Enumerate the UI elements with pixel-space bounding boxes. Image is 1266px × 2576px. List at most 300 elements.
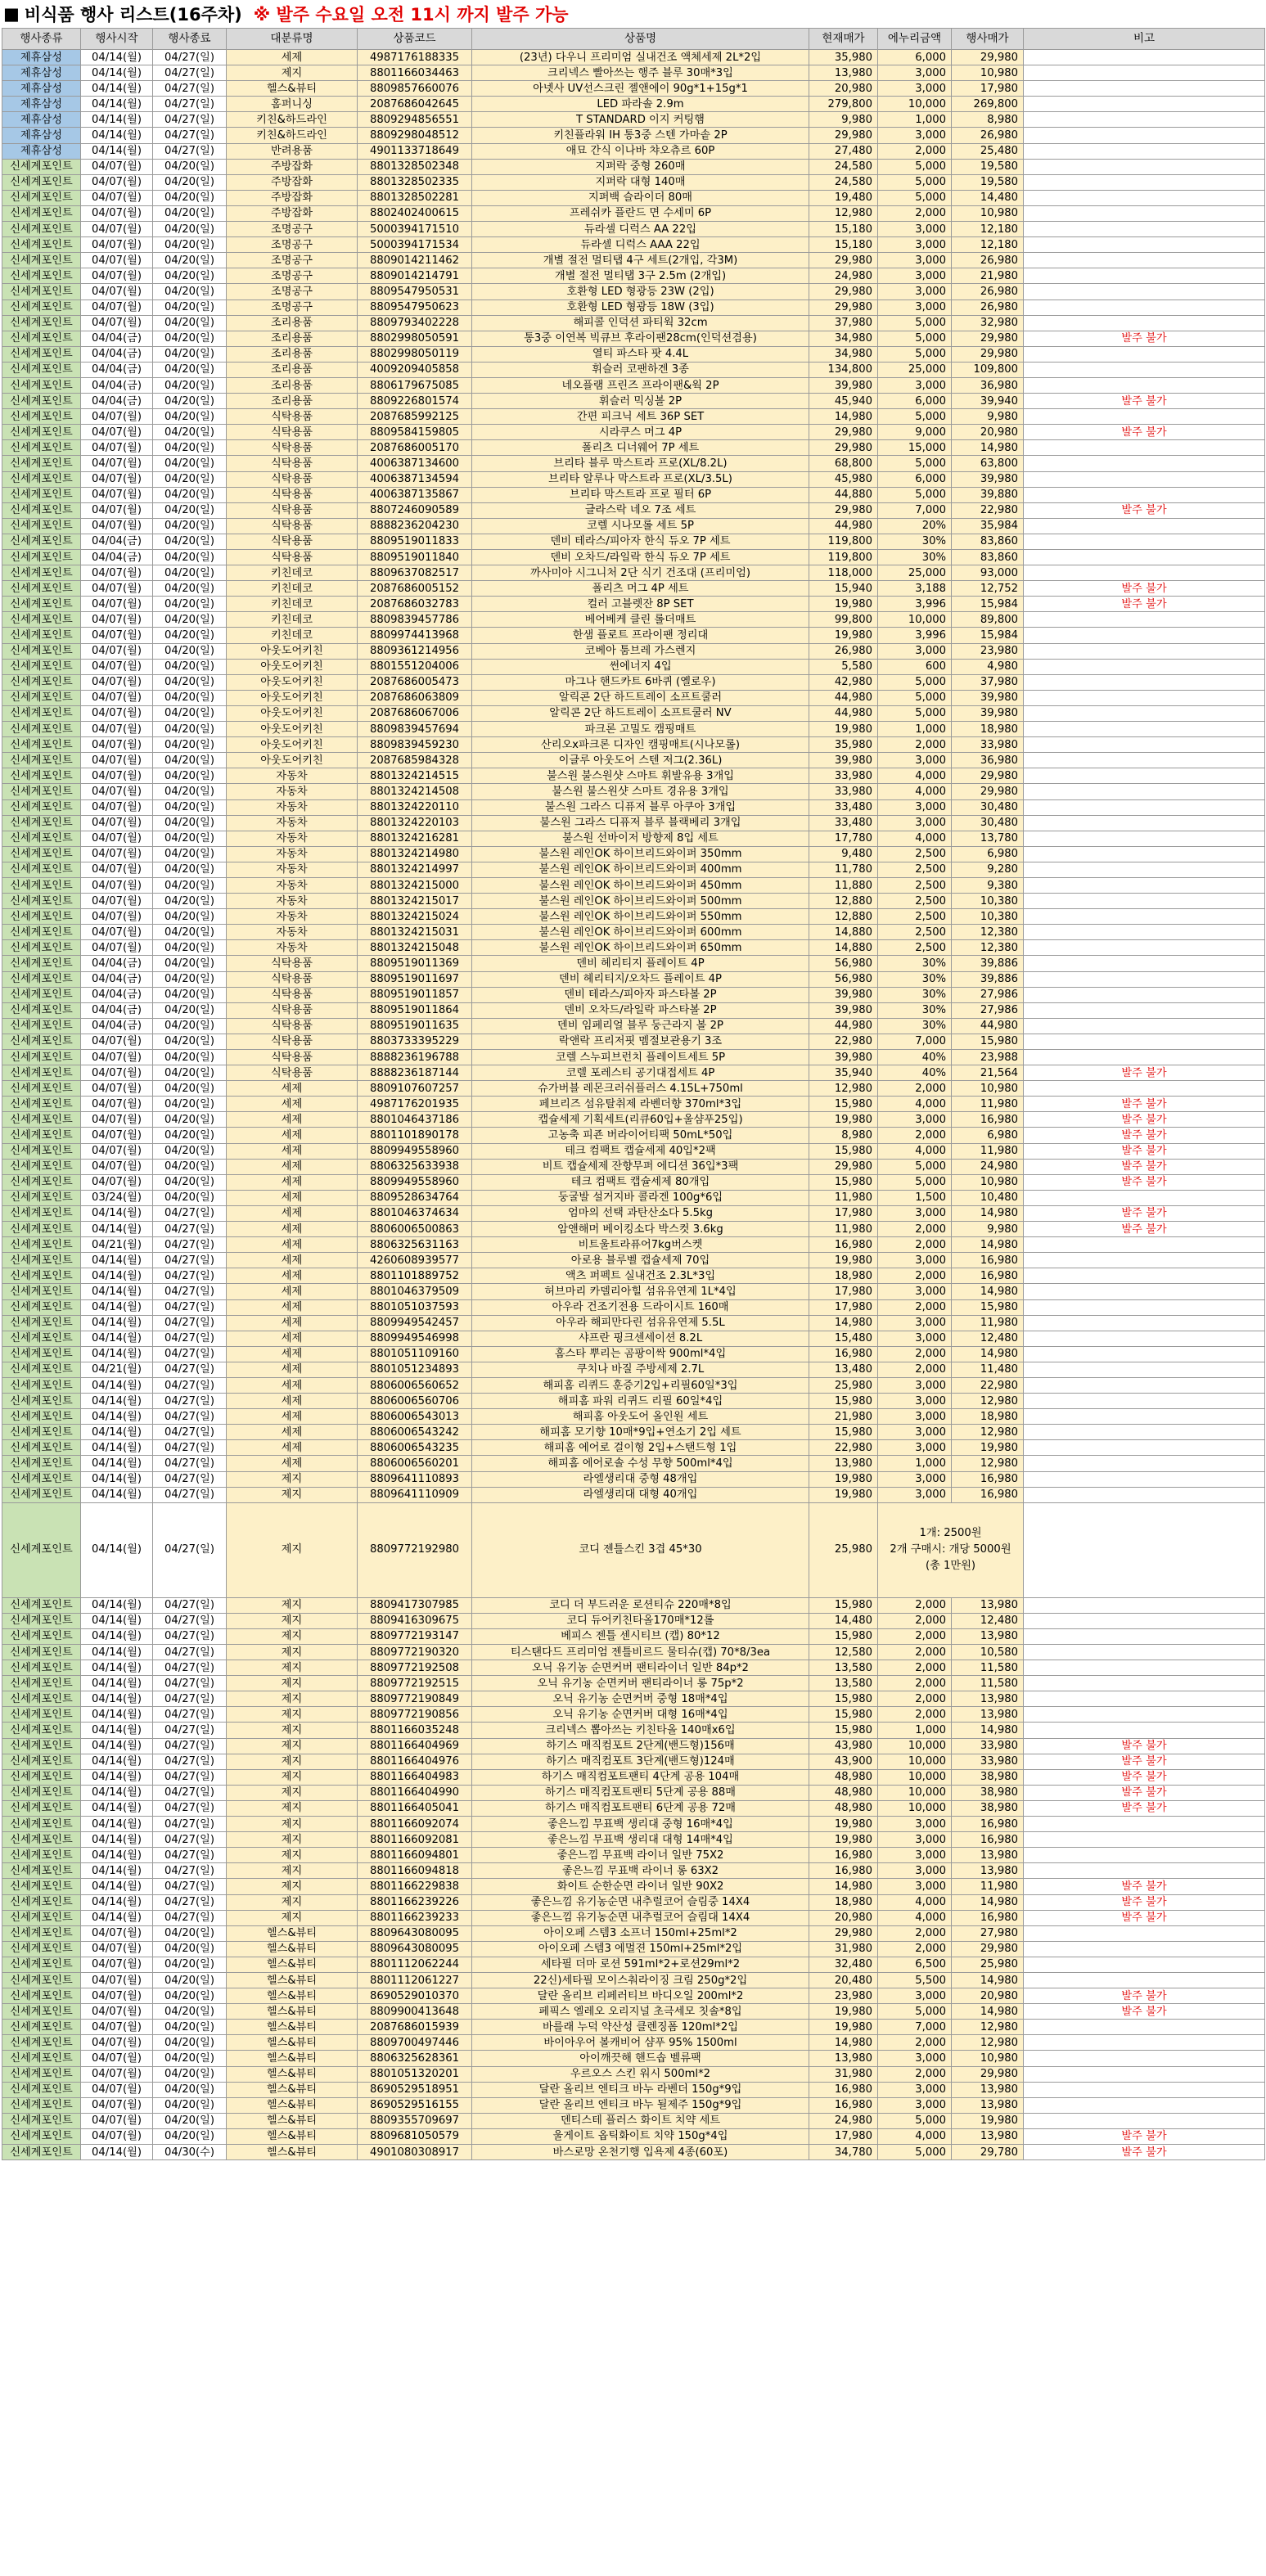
cell-current-price: 29,980 xyxy=(809,1159,878,1174)
cell-product-code: 2087685992125 xyxy=(358,409,472,425)
cell-sale-price: 16,980 xyxy=(952,1471,1024,1487)
cell-category: 헬스&뷰티 xyxy=(227,2113,358,2128)
table-row xyxy=(2,1660,1265,1676)
cell-current-price: 15,980 xyxy=(809,1723,878,1738)
cell-promo-type: 신세계포인트 xyxy=(2,440,81,456)
cell-category: 아웃도어키친 xyxy=(227,753,358,768)
cell-discount: 5,000 xyxy=(878,190,952,205)
table-row xyxy=(2,409,1265,425)
cell-product-code: 8806006560201 xyxy=(358,1456,472,1471)
cell-end-date: 04/27(일) xyxy=(153,1613,227,1628)
cell-sale-price: 29,980 xyxy=(952,2066,1024,2082)
cell-sale-price: 12,180 xyxy=(952,222,1024,237)
cell-product-name: 오닉 유기농 순면커버 팬티라이너 일반 84p*2 xyxy=(472,1660,809,1676)
table-row xyxy=(2,502,1265,518)
cell-promo-type: 신세계포인트 xyxy=(2,1128,81,1143)
cell-sale-price: 29,980 xyxy=(952,346,1024,362)
cell-note: 발주 불가 xyxy=(1024,1112,1265,1128)
cell-note xyxy=(1024,1346,1265,1362)
cell-discount: 5,000 xyxy=(878,690,952,705)
cell-discount: 5,000 xyxy=(878,1159,952,1174)
cell-promo-type: 신세계포인트 xyxy=(2,1471,81,1487)
cell-discount: 3,000 xyxy=(878,81,952,97)
cell-category: 세제 xyxy=(227,1174,358,1190)
cell-discount: 5,000 xyxy=(878,159,952,174)
cell-note xyxy=(1024,1487,1265,1502)
cell-start-date: 04/07(월) xyxy=(81,1097,153,1112)
cell-start-date: 04/07(월) xyxy=(81,815,153,831)
cell-current-price: 16,980 xyxy=(809,1237,878,1253)
cell-discount: 5,000 xyxy=(878,456,952,471)
cell-start-date: 04/14(월) xyxy=(81,1785,153,1800)
cell-promo-type: 신세계포인트 xyxy=(2,425,81,440)
cell-product-code: 8690529518951 xyxy=(358,2082,472,2097)
cell-product-name: 슈가버블 레몬크러쉬플러스 4.15L+750ml xyxy=(472,1081,809,1097)
cell-promo-type: 신세계포인트 xyxy=(2,1613,81,1628)
cell-promo-type: 신세계포인트 xyxy=(2,1988,81,2004)
cell-discount: 4,000 xyxy=(878,831,952,846)
cell-start-date: 04/14(월) xyxy=(81,1754,153,1769)
cell-sale-price: 21,564 xyxy=(952,1065,1024,1081)
cell-end-date: 04/27(일) xyxy=(153,143,227,159)
cell-category: 아웃도어키친 xyxy=(227,674,358,690)
table-row xyxy=(2,2082,1265,2097)
table-row xyxy=(2,550,1265,565)
cell-promo-type: 신세계포인트 xyxy=(2,831,81,846)
cell-sale-price: 16,980 xyxy=(952,1253,1024,1268)
cell-category: 헬스&뷰티 xyxy=(227,2020,358,2035)
table-row xyxy=(2,2004,1265,2020)
cell-promo-type: 신세계포인트 xyxy=(2,299,81,315)
cell-current-price: 11,780 xyxy=(809,862,878,877)
cell-start-date: 04/14(월) xyxy=(81,1800,153,1816)
cell-category: 제지 xyxy=(227,65,358,81)
cell-product-name: 코디 듀어키친타올170매*12롤 xyxy=(472,1613,809,1628)
table-row xyxy=(2,1143,1265,1159)
cell-product-code: 8801324214980 xyxy=(358,846,472,862)
cell-current-price: 15,940 xyxy=(809,581,878,597)
cell-product-name: 듀라셀 디럭스 AA 22입 xyxy=(472,222,809,237)
cell-note xyxy=(1024,1645,1265,1660)
cell-current-price: 45,940 xyxy=(809,394,878,409)
cell-product-code: 5000394171510 xyxy=(358,222,472,237)
cell-current-price: 29,980 xyxy=(809,299,878,315)
cell-promo-type: 신세계포인트 xyxy=(2,628,81,643)
table-row xyxy=(2,1346,1265,1362)
cell-promo-type: 신세계포인트 xyxy=(2,1050,81,1065)
col-header-name: 상품명 xyxy=(472,29,809,50)
cell-current-price: 24,980 xyxy=(809,268,878,284)
cell-category: 세제 xyxy=(227,1268,358,1284)
cell-product-code: 8809547950623 xyxy=(358,299,472,315)
cell-current-price: 14,980 xyxy=(809,1879,878,1894)
cell-category: 조명공구 xyxy=(227,268,358,284)
cell-product-name: 브리타 막스트라 프로 필터 6P xyxy=(472,487,809,502)
table-row xyxy=(2,1440,1265,1456)
cell-current-price: 19,980 xyxy=(809,2020,878,2035)
cell-discount: 2,500 xyxy=(878,877,952,893)
table-row xyxy=(2,2066,1265,2082)
cell-product-code: 8801046379509 xyxy=(358,1284,472,1299)
cell-start-date: 04/07(월) xyxy=(81,1988,153,2004)
cell-end-date: 04/20(일) xyxy=(153,268,227,284)
cell-product-name: 덴비 임페리얼 블루 둥근라지 볼 2P xyxy=(472,1018,809,1034)
cell-product-name: 아이오페 스템3 소프너 150ml+25ml*2 xyxy=(472,1925,809,1941)
cell-category: 세제 xyxy=(227,1284,358,1299)
cell-product-name: 덴비 오차드/라일락 한식 듀오 7P 세트 xyxy=(472,550,809,565)
cell-category: 헬스&뷰티 xyxy=(227,2066,358,2082)
cell-product-name: 불스원 레인OK 하이브리드와이퍼 400mm xyxy=(472,862,809,877)
cell-note xyxy=(1024,159,1265,174)
table-row xyxy=(2,722,1265,737)
cell-category: 홈퍼니싱 xyxy=(227,97,358,112)
cell-product-code: 8809294856551 xyxy=(358,112,472,128)
table-row xyxy=(2,487,1265,502)
cell-sale-price: 63,800 xyxy=(952,456,1024,471)
cell-start-date: 04/07(월) xyxy=(81,581,153,597)
cell-category: 헬스&뷰티 xyxy=(227,1941,358,1957)
cell-current-price: 20,480 xyxy=(809,1972,878,1988)
cell-product-name: 쿠치나 바질 주방세제 2.7L xyxy=(472,1362,809,1377)
table-row xyxy=(2,1034,1265,1049)
table-row xyxy=(2,581,1265,597)
cell-start-date: 04/07(월) xyxy=(81,2128,153,2144)
cell-end-date: 04/20(일) xyxy=(153,877,227,893)
cell-discount: 1개: 2500원 2개 구매시: 개당 5000원 (총 1만원) xyxy=(878,1502,1024,1597)
cell-current-price: 39,980 xyxy=(809,753,878,768)
cell-promo-type: 신세계포인트 xyxy=(2,2066,81,2082)
cell-current-price: 44,980 xyxy=(809,705,878,721)
cell-end-date: 04/20(일) xyxy=(153,674,227,690)
cell-note xyxy=(1024,1723,1265,1738)
cell-end-date: 04/20(일) xyxy=(153,2004,227,2020)
cell-end-date: 04/20(일) xyxy=(153,581,227,597)
cell-end-date: 04/20(일) xyxy=(153,518,227,534)
cell-current-price: 16,980 xyxy=(809,2082,878,2097)
cell-current-price: 29,980 xyxy=(809,425,878,440)
table-row xyxy=(2,1597,1265,1613)
cell-start-date: 04/14(월) xyxy=(81,143,153,159)
table-row xyxy=(2,1205,1265,1221)
title-bar xyxy=(0,0,1266,28)
cell-product-name: 개별 절전 멀티탭 3구 2.5m (2개입) xyxy=(472,268,809,284)
cell-product-name: 불스원 불스원샷 스마트 휘발유용 3개입 xyxy=(472,768,809,784)
cell-category: 세제 xyxy=(227,1331,358,1346)
cell-sale-price: 83,860 xyxy=(952,534,1024,549)
cell-sale-price: 13,980 xyxy=(952,2128,1024,2144)
cell-note xyxy=(1024,1081,1265,1097)
cell-start-date: 04/07(월) xyxy=(81,284,153,299)
cell-sale-price: 11,980 xyxy=(952,1315,1024,1331)
cell-sale-price: 14,980 xyxy=(952,1346,1024,1362)
cell-product-name: 하기스 매직컴포트 2단계(밴드형)156매 xyxy=(472,1738,809,1754)
cell-start-date: 04/14(월) xyxy=(81,81,153,97)
cell-product-name: 크리넥스 빨아쓰는 행주 블루 30매*3입 xyxy=(472,65,809,81)
cell-end-date: 04/27(일) xyxy=(153,1691,227,1707)
cell-sale-price: 109,800 xyxy=(952,362,1024,377)
table-row xyxy=(2,1253,1265,1268)
cell-category: 제지 xyxy=(227,1502,358,1597)
cell-note xyxy=(1024,2097,1265,2113)
cell-product-name: 불스원 레인OK 하이브리드와이퍼 350mm xyxy=(472,846,809,862)
cell-start-date: 04/07(월) xyxy=(81,799,153,815)
cell-product-name: 비트울트라퓨어7kg버스켓 xyxy=(472,1237,809,1253)
cell-category: 조명공구 xyxy=(227,237,358,253)
cell-current-price: 24,980 xyxy=(809,2113,878,2128)
cell-sale-price: 22,980 xyxy=(952,502,1024,518)
cell-product-code: 8806006543242 xyxy=(358,1425,472,1440)
cell-end-date: 04/27(일) xyxy=(153,1440,227,1456)
cell-promo-type: 제휴삼성 xyxy=(2,143,81,159)
cell-discount: 3,000 xyxy=(878,1253,952,1268)
cell-end-date: 04/27(일) xyxy=(153,1299,227,1315)
cell-note xyxy=(1024,1848,1265,1863)
cell-current-price: 44,980 xyxy=(809,518,878,534)
cell-product-name: 좋은느낌 유기농순면 내추럴코어 슬림대 14X4 xyxy=(472,1910,809,1925)
cell-product-code: 2087685984328 xyxy=(358,753,472,768)
cell-sale-price: 13,980 xyxy=(952,1691,1024,1707)
cell-sale-price: 19,580 xyxy=(952,159,1024,174)
cell-product-code: 8806006500863 xyxy=(358,1222,472,1237)
cell-category: 제지 xyxy=(227,1723,358,1738)
cell-end-date: 04/20(일) xyxy=(153,1128,227,1143)
cell-discount: 2,000 xyxy=(878,1660,952,1676)
cell-discount: 2,000 xyxy=(878,1081,952,1097)
cell-discount: 10,000 xyxy=(878,97,952,112)
cell-note: 발주 불가 xyxy=(1024,1988,1265,2004)
cell-start-date: 04/07(월) xyxy=(81,315,153,331)
cell-discount: 3,000 xyxy=(878,1879,952,1894)
cell-note: 발주 불가 xyxy=(1024,1894,1265,1910)
cell-end-date: 04/27(일) xyxy=(153,1769,227,1785)
cell-product-name: 컬러 고블렛잔 8P SET xyxy=(472,597,809,612)
cell-note xyxy=(1024,722,1265,737)
cell-start-date: 04/07(월) xyxy=(81,2035,153,2051)
cell-promo-type: 신세계포인트 xyxy=(2,987,81,1002)
cell-category: 자동차 xyxy=(227,768,358,784)
cell-product-code: 8809772193147 xyxy=(358,1628,472,1644)
cell-product-code: 4006387134600 xyxy=(358,456,472,471)
cell-category: 헬스&뷰티 xyxy=(227,2128,358,2144)
cell-product-code: 2087686067006 xyxy=(358,705,472,721)
cell-end-date: 04/27(일) xyxy=(153,81,227,97)
table-row xyxy=(2,925,1265,940)
cell-category: 식탁용품 xyxy=(227,518,358,534)
cell-current-price: 33,980 xyxy=(809,784,878,799)
cell-start-date: 04/14(월) xyxy=(81,1205,153,1221)
cell-end-date: 04/27(일) xyxy=(153,1409,227,1425)
cell-current-price: 17,780 xyxy=(809,831,878,846)
cell-end-date: 04/20(일) xyxy=(153,425,227,440)
cell-category: 키친데코 xyxy=(227,628,358,643)
cell-product-name: 해피홈 에어로 걸이형 2입+스탠드형 1입 xyxy=(472,1440,809,1456)
cell-sale-price: 29,980 xyxy=(952,50,1024,65)
cell-category: 식탁용품 xyxy=(227,987,358,1002)
cell-product-name: 간편 피크닉 세트 36P SET xyxy=(472,409,809,425)
cell-discount: 2,000 xyxy=(878,1628,952,1644)
cell-discount: 2,000 xyxy=(878,1128,952,1143)
cell-promo-type: 신세계포인트 xyxy=(2,1268,81,1284)
cell-category: 키친&하드라인 xyxy=(227,112,358,128)
cell-product-code: 8809857660076 xyxy=(358,81,472,97)
cell-product-name: 좋은느낌 무표백 생리대 중형 16매*4입 xyxy=(472,1817,809,1832)
cell-promo-type: 신세계포인트 xyxy=(2,877,81,893)
cell-start-date: 04/07(월) xyxy=(81,565,153,581)
table-row xyxy=(2,956,1265,971)
cell-note: 발주 불가 xyxy=(1024,1128,1265,1143)
table-row xyxy=(2,97,1265,112)
cell-product-name: 하기스 매직컴포트 3단계(밴드형)124매 xyxy=(472,1754,809,1769)
table-row xyxy=(2,1691,1265,1707)
cell-start-date: 04/07(월) xyxy=(81,205,153,221)
cell-note: 발주 불가 xyxy=(1024,1097,1265,1112)
cell-product-name: 덴비 헤리티지/오차드 플레이트 4P xyxy=(472,971,809,987)
cell-category: 세제 xyxy=(227,1346,358,1362)
table-row xyxy=(2,1988,1265,2004)
cell-current-price: 19,980 xyxy=(809,1112,878,1128)
cell-product-name: 폴리츠 디너웨어 7P 세트 xyxy=(472,440,809,456)
table-row xyxy=(2,456,1265,471)
cell-current-price: 12,580 xyxy=(809,1645,878,1660)
table-row xyxy=(2,518,1265,534)
cell-category: 자동차 xyxy=(227,909,358,925)
cell-start-date: 04/04(금) xyxy=(81,394,153,409)
cell-current-price: 12,880 xyxy=(809,909,878,925)
cell-category: 조리용품 xyxy=(227,394,358,409)
cell-note xyxy=(1024,97,1265,112)
cell-product-name: 좋은느낌 무표백 라이너 롱 63X2 xyxy=(472,1863,809,1879)
cell-discount: 3,000 xyxy=(878,799,952,815)
cell-product-code: 8888236187144 xyxy=(358,1065,472,1081)
cell-current-price: 32,480 xyxy=(809,1957,878,1972)
cell-end-date: 04/30(수) xyxy=(153,2145,227,2160)
cell-note xyxy=(1024,1707,1265,1723)
cell-promo-type: 신세계포인트 xyxy=(2,471,81,487)
cell-discount: 3,000 xyxy=(878,128,952,143)
cell-discount: 5,000 xyxy=(878,2113,952,2128)
cell-end-date: 04/20(일) xyxy=(153,1050,227,1065)
cell-product-code: 8809519011840 xyxy=(358,550,472,565)
cell-product-code: 8806179675085 xyxy=(358,377,472,393)
cell-start-date: 04/07(월) xyxy=(81,722,153,737)
cell-product-name: 덴비 오차드/라일락 파스타볼 2P xyxy=(472,1002,809,1018)
cell-promo-type: 신세계포인트 xyxy=(2,159,81,174)
cell-start-date: 04/07(월) xyxy=(81,597,153,612)
cell-product-name: (23년) 다우니 프리미엄 실내건조 액체세제 2L*2입 xyxy=(472,50,809,65)
cell-category: 제지 xyxy=(227,1785,358,1800)
cell-product-name: 산리오x파크론 디자인 캠핑매트(시나모롤) xyxy=(472,737,809,753)
cell-discount: 30% xyxy=(878,987,952,1002)
cell-note xyxy=(1024,2035,1265,2051)
cell-note xyxy=(1024,1050,1265,1065)
cell-end-date: 04/20(일) xyxy=(153,597,227,612)
cell-product-code: 2087686005170 xyxy=(358,440,472,456)
cell-category: 세제 xyxy=(227,1222,358,1237)
cell-sale-price: 30,480 xyxy=(952,815,1024,831)
cell-product-code: 8801112062244 xyxy=(358,1957,472,1972)
cell-product-code: 8801166092074 xyxy=(358,1817,472,1832)
cell-category: 식탁용품 xyxy=(227,425,358,440)
cell-promo-type: 신세계포인트 xyxy=(2,205,81,221)
table-row xyxy=(2,1362,1265,1377)
cell-end-date: 04/20(일) xyxy=(153,1034,227,1049)
cell-sale-price: 13,980 xyxy=(952,1848,1024,1863)
cell-note xyxy=(1024,1331,1265,1346)
cell-product-code: 8801166092081 xyxy=(358,1832,472,1848)
cell-product-name: 불스원 선바이저 방향제 8입 세트 xyxy=(472,831,809,846)
table-row xyxy=(2,2113,1265,2128)
cell-current-price: 16,980 xyxy=(809,1346,878,1362)
cell-end-date: 04/20(일) xyxy=(153,1925,227,1941)
table-row xyxy=(2,1394,1265,1409)
cell-current-price: 8,980 xyxy=(809,1128,878,1143)
table-row xyxy=(2,1409,1265,1425)
cell-promo-type: 신세계포인트 xyxy=(2,597,81,612)
cell-discount: 4,000 xyxy=(878,1097,952,1112)
cell-category: 세제 xyxy=(227,1205,358,1221)
cell-end-date: 04/27(일) xyxy=(153,1315,227,1331)
cell-sale-price: 12,980 xyxy=(952,1394,1024,1409)
cell-category: 헬스&뷰티 xyxy=(227,2145,358,2160)
cell-current-price: 44,980 xyxy=(809,1018,878,1034)
col-header-type: 행사종류 xyxy=(2,29,81,50)
cell-start-date: 04/07(월) xyxy=(81,253,153,268)
cell-end-date: 04/20(일) xyxy=(153,502,227,518)
table-row xyxy=(2,784,1265,799)
cell-note xyxy=(1024,1190,1265,1205)
cell-sale-price: 27,980 xyxy=(952,1925,1024,1941)
cell-promo-type: 신세계포인트 xyxy=(2,487,81,502)
cell-current-price: 25,980 xyxy=(809,1377,878,1393)
cell-promo-type: 신세계포인트 xyxy=(2,1800,81,1816)
cell-product-code: 4987176201935 xyxy=(358,1097,472,1112)
cell-promo-type: 신세계포인트 xyxy=(2,268,81,284)
cell-start-date: 04/07(월) xyxy=(81,1112,153,1128)
cell-product-code: 8801166239233 xyxy=(358,1910,472,1925)
cell-end-date: 04/20(일) xyxy=(153,159,227,174)
cell-product-name: 베어베케 클린 롤더매트 xyxy=(472,612,809,628)
cell-product-code: 8806325628361 xyxy=(358,2051,472,2066)
cell-category: 헬스&뷰티 xyxy=(227,81,358,97)
cell-promo-type: 신세계포인트 xyxy=(2,612,81,628)
cell-promo-type: 신세계포인트 xyxy=(2,1738,81,1754)
cell-sale-price: 16,980 xyxy=(952,1487,1024,1502)
cell-end-date: 04/20(일) xyxy=(153,1159,227,1174)
cell-sale-price: 27,986 xyxy=(952,1002,1024,1018)
cell-discount: 2,500 xyxy=(878,846,952,862)
cell-end-date: 04/20(일) xyxy=(153,440,227,456)
cell-promo-type: 신세계포인트 xyxy=(2,768,81,784)
cell-start-date: 04/14(월) xyxy=(81,1832,153,1848)
cell-start-date: 04/07(월) xyxy=(81,2097,153,2113)
cell-current-price: 19,980 xyxy=(809,722,878,737)
cell-product-code: 8809519011864 xyxy=(358,1002,472,1018)
cell-product-code: 8809014211462 xyxy=(358,253,472,268)
cell-product-name: 아우라 해피만다린 섬유유연제 5.5L xyxy=(472,1315,809,1331)
cell-discount: 9,000 xyxy=(878,425,952,440)
cell-product-name: 해피홈 에어로솔 수성 무향 500ml*4입 xyxy=(472,1456,809,1471)
cell-end-date: 04/20(일) xyxy=(153,2035,227,2051)
cell-promo-type: 신세계포인트 xyxy=(2,1143,81,1159)
cell-promo-type: 제휴삼성 xyxy=(2,50,81,65)
cell-discount: 2,500 xyxy=(878,925,952,940)
cell-note: 발주 불가 xyxy=(1024,1738,1265,1754)
cell-discount: 5,500 xyxy=(878,1972,952,1988)
cell-product-code: 8801324216281 xyxy=(358,831,472,846)
cell-promo-type: 신세계포인트 xyxy=(2,1097,81,1112)
cell-note xyxy=(1024,1377,1265,1393)
cell-product-name: 프레쉬카 플란드 면 수세미 6P xyxy=(472,205,809,221)
